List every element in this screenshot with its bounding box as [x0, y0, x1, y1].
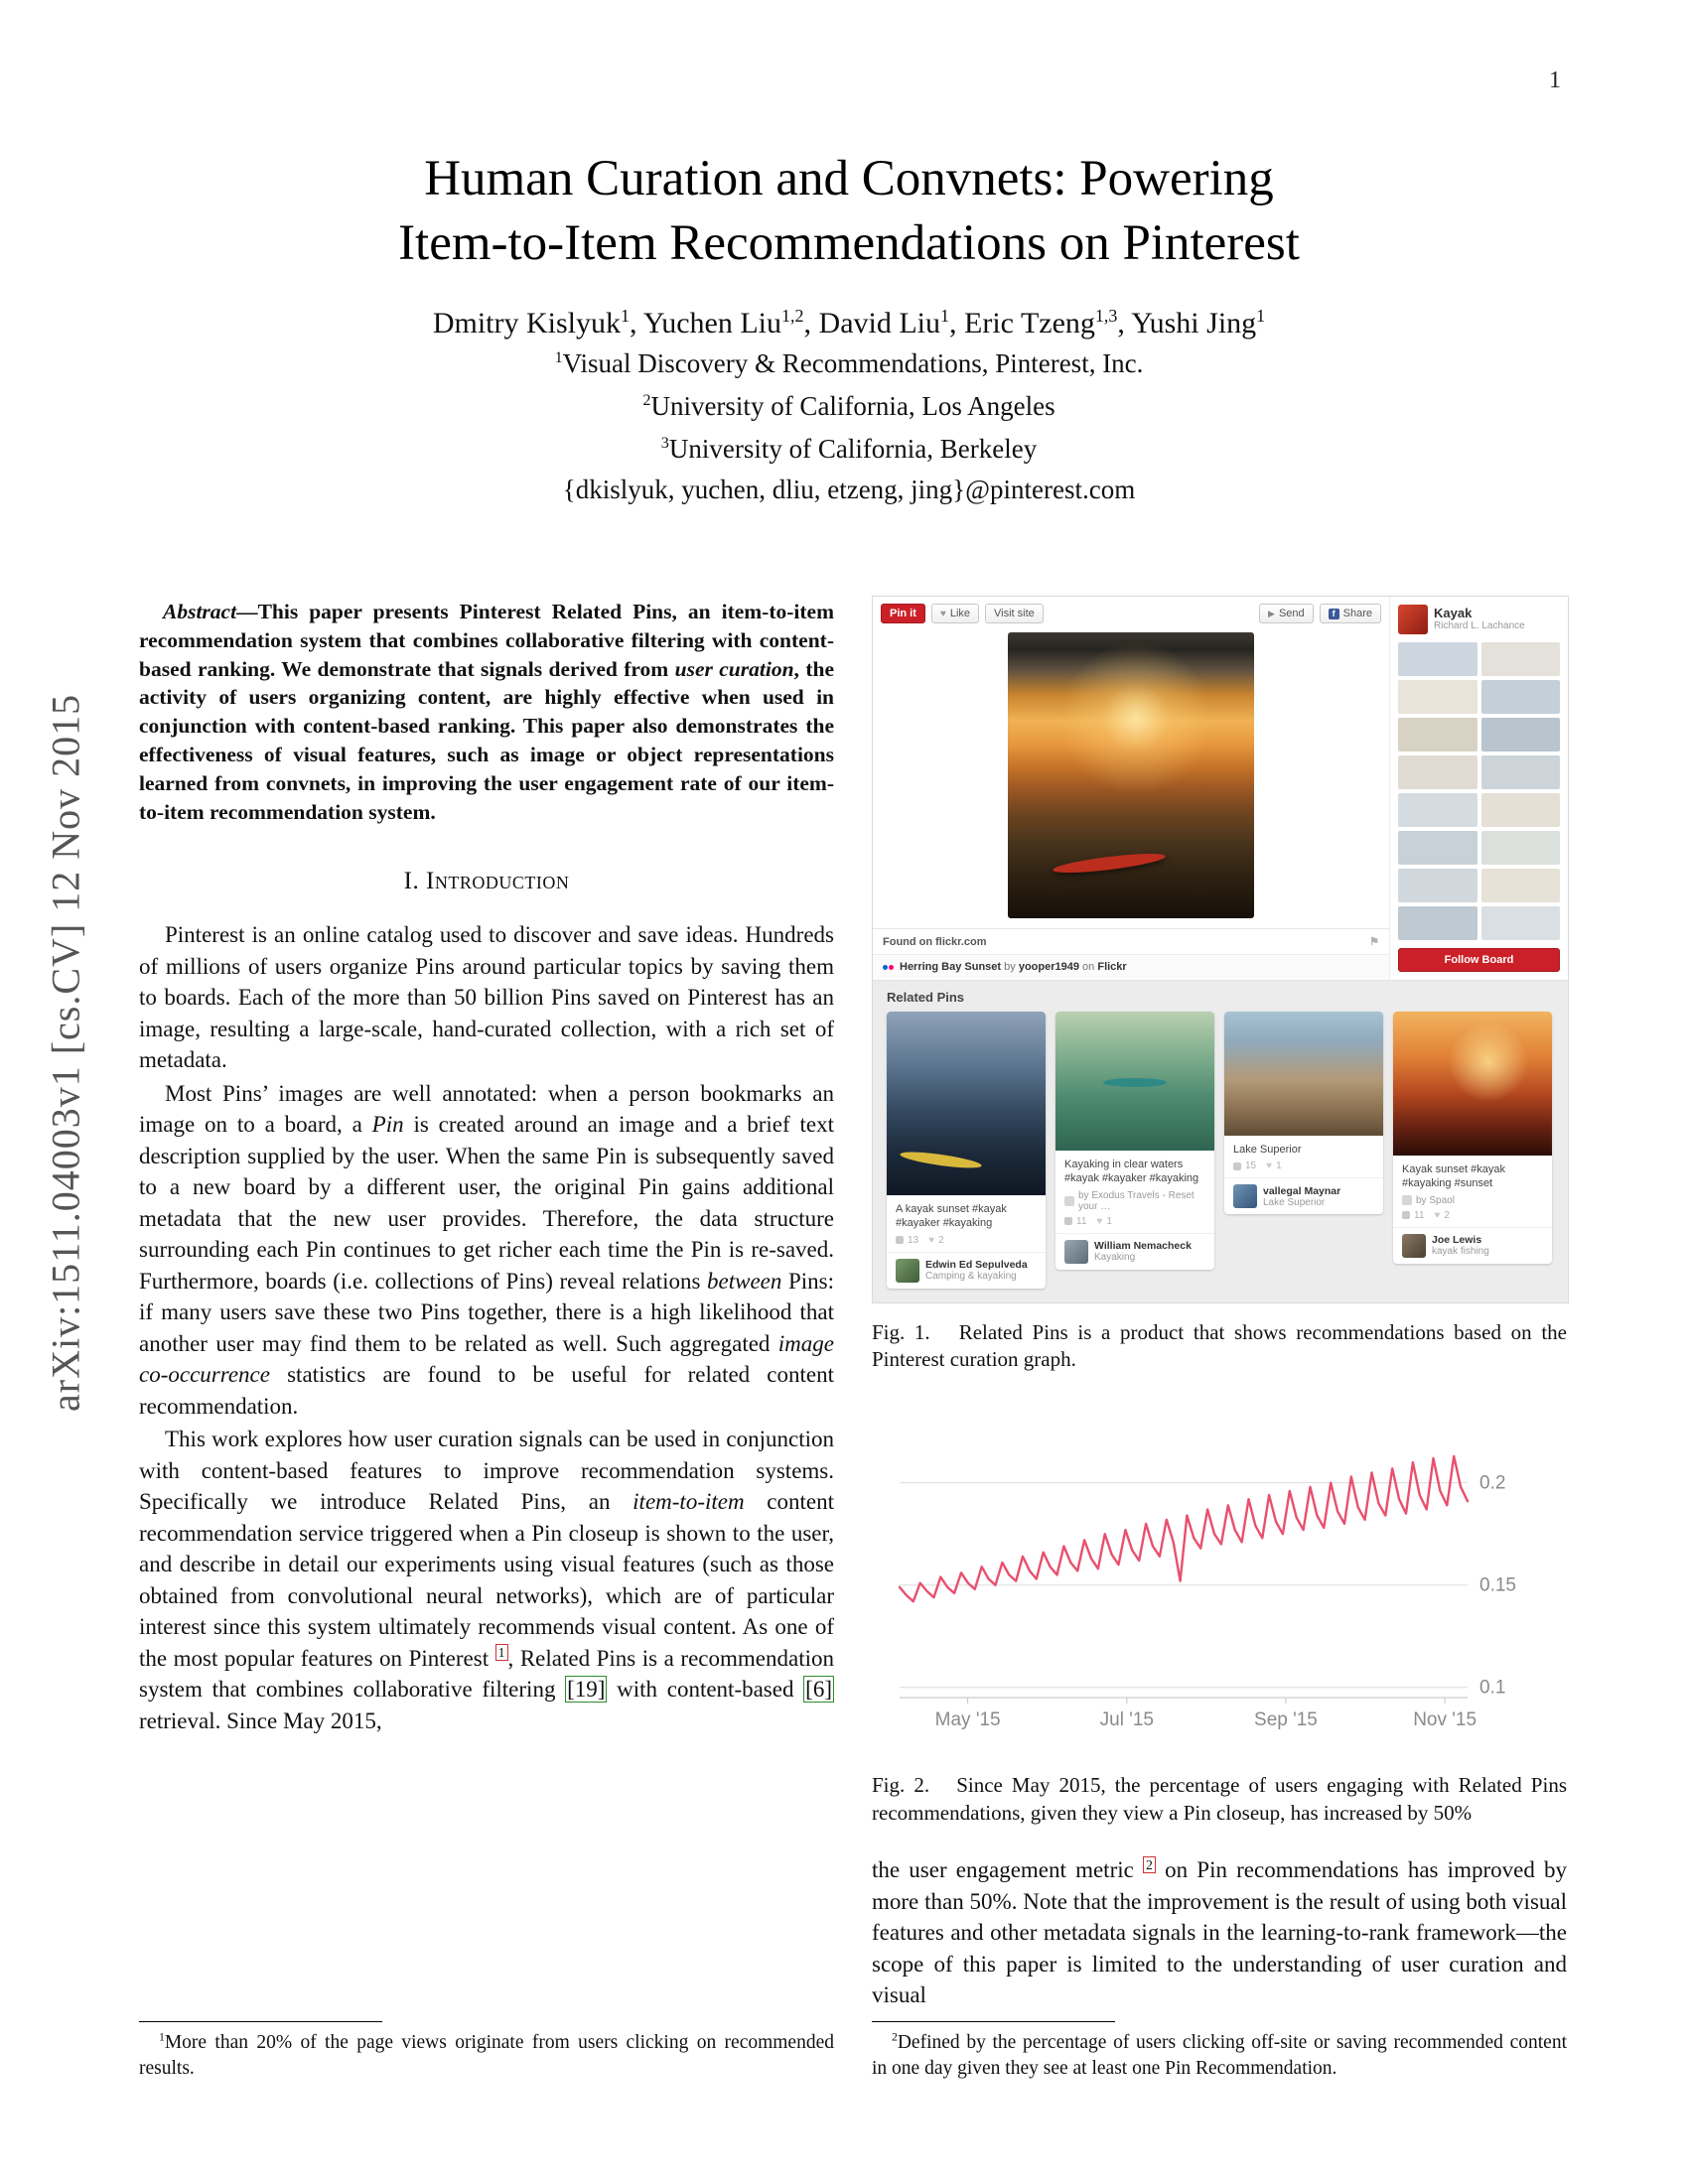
- heart-icon: ♥: [1266, 1160, 1273, 1172]
- related-pin-user-row[interactable]: [1393, 1227, 1552, 1264]
- board-thumbnail[interactable]: [1398, 718, 1477, 751]
- left-column: [139, 598, 834, 1738]
- footnote-rule: [872, 2021, 1115, 2022]
- figure1-pinterest-screenshot: [872, 596, 1569, 1303]
- right-column: [872, 596, 1567, 2013]
- board-owner: Richard L. Lachance: [1434, 620, 1525, 632]
- abstract-paragraph: Abstract—This paper presents Pinterest Related Pins, an item-to-item recommendation system that combines collaborative filtering with content-based ranking. We demonstrate that signals derived from user curation, the activity of users organizing content, are highly effective when used in conjunction with content-based ranking. This paper also demonstrates the effectiveness of visual features, such as image or object representations learned from convnets, in improving the user engagement rate of our item-to-item recommendation system.: [139, 600, 834, 824]
- heart-icon: ♥: [928, 1234, 935, 1246]
- paper-title-line1: Human Curation and Convnets: Powering: [424, 151, 1274, 206]
- board-thumbnail[interactable]: [1481, 642, 1561, 676]
- board-thumbnail[interactable]: [1481, 793, 1561, 827]
- intro-paragraph-3: This work explores how user curation signals can be used in conjunction with content-based features to improve recommendation systems. Specifically we introduce Related Pins, an item-to-item content recommendation service triggered when a Pin closeup is shown to the user, and describe in detail our experiments using visual features (such as those obtained from convolutional neural networks), which are of particular interest since this system ultimately recommends visual content. As one of the most popular features on Pinterest $^1$ , Related Pins is a recommendation system that combines collaborative filtering [19] with content-based [6] retrieval. Since May 2015,: [139, 1427, 834, 1733]
- related-pin-caption: Kayak sunset #kayak #kayaking #sunset: [1402, 1163, 1505, 1190]
- related-pins-header: Related Pins: [887, 990, 965, 1005]
- board-thumbnail[interactable]: [1398, 869, 1477, 902]
- pinit-button[interactable]: Pin it: [881, 604, 925, 623]
- related-pin-user-row[interactable]: [1055, 1233, 1214, 1270]
- heart-icon: ♥: [1096, 1215, 1103, 1227]
- user-board: Lake Superior: [1263, 1196, 1326, 1208]
- follow-board-button[interactable]: Follow Board: [1398, 948, 1560, 972]
- related-pin-image[interactable]: [1224, 1012, 1383, 1136]
- board-panel: [1389, 597, 1568, 980]
- source-icon: [1064, 1196, 1074, 1206]
- page-number: 1: [1549, 68, 1561, 93]
- related-pin-stats: 15 ♥ 1: [1224, 1160, 1383, 1177]
- facebook-icon: f: [1329, 609, 1339, 619]
- user-avatar: [896, 1259, 919, 1283]
- user-avatar: [1233, 1184, 1257, 1208]
- authors-line: Dmitry Kislyuk$^1$, Yuchen Liu$^{1,2}$, David Liu$^1$, Eric Tzeng$^{1,3}$, Yushi Jing$^1$: [432, 305, 1266, 340]
- related-pin-image[interactable]: [1393, 1012, 1552, 1156]
- board-thumbnail[interactable]: [1481, 718, 1561, 751]
- repin-icon: [896, 1236, 904, 1244]
- related-pin-image[interactable]: [1055, 1012, 1214, 1151]
- email-line: {dkislyuk, yuchen, dliu, etzeng, jing}@pinterest.com: [562, 474, 1136, 504]
- heart-icon: ♥: [939, 608, 946, 619]
- board-thumbnail[interactable]: [1481, 755, 1561, 789]
- board-thumbnail[interactable]: [1481, 906, 1561, 940]
- related-pin-card[interactable]: [1055, 1012, 1214, 1270]
- board-header[interactable]: [1398, 605, 1560, 634]
- send-icon: ▶: [1268, 608, 1275, 618]
- board-thumbnail[interactable]: [1481, 680, 1561, 714]
- visit-site-button[interactable]: Visit site: [985, 604, 1044, 623]
- board-thumbnail[interactable]: [1398, 642, 1477, 676]
- svg-text:Nov '15: Nov '15: [1413, 1709, 1477, 1731]
- figure2-caption: Fig. 2. Since May 2015, the percentage of users engaging with Related Pins recommendations, given they view a Pin closeup, has increased by 50%: [872, 1773, 1567, 1825]
- board-thumbnail[interactable]: [1481, 831, 1561, 865]
- like-button[interactable]: ♥ Like: [931, 604, 979, 623]
- closeup-toolbar: [873, 597, 1389, 630]
- related-pin-user-row[interactable]: [1224, 1177, 1383, 1214]
- related-pin-image[interactable]: [887, 1012, 1046, 1195]
- user-name: William Nemacheck: [1094, 1240, 1192, 1253]
- figure2-engagement-chart: [890, 1408, 1567, 1750]
- footnote-ref-1[interactable]: 1: [495, 1644, 508, 1661]
- footnote-ref-2[interactable]: 2: [1143, 1856, 1156, 1873]
- board-name: Kayak: [1434, 605, 1473, 620]
- user-name: Edwin Ed Sepulveda: [925, 1259, 1028, 1272]
- paper-title: [139, 147, 1559, 277]
- heart-icon: ♥: [1434, 1209, 1441, 1221]
- affiliation-1: $^1$Visual Discovery & Recommendations, Pinterest, Inc.: [554, 347, 1144, 378]
- repin-icon: [1402, 1211, 1410, 1219]
- footnote-right: $^2$Defined by the percentage of users clicking off-site or saving recommended content in one day given they see at least one Pin Recommendation.: [872, 2021, 1567, 2081]
- board-avatar: [1398, 605, 1428, 634]
- footnote-left: $^1$More than 20% of the page views originate from users clicking on recommended results.: [139, 2021, 834, 2081]
- related-pin-source: by Exodus Travels - Reset your …: [1055, 1190, 1214, 1216]
- found-on-bar: Found on flickr.com ⚑: [873, 928, 1389, 954]
- related-pin-caption: Kayaking in clear waters #kayak #kayaker #kayaking: [1064, 1159, 1199, 1185]
- related-pin-user-row[interactable]: [887, 1252, 1046, 1289]
- user-board: kayak fishing: [1432, 1246, 1489, 1258]
- board-thumbnail-grid: [1398, 642, 1560, 940]
- citation-19[interactable]: [19]: [567, 1677, 606, 1703]
- pin-closeup-card: [873, 597, 1568, 981]
- user-board: Kayaking: [1094, 1252, 1136, 1264]
- arxiv-watermark: arXiv:1511.04003v1 [cs.CV] 12 Nov 2015: [43, 693, 88, 1412]
- repin-icon: [1233, 1162, 1241, 1170]
- related-pin-source: by Spaol: [1393, 1195, 1552, 1210]
- user-name: Joe Lewis: [1432, 1234, 1482, 1247]
- board-thumbnail[interactable]: [1398, 680, 1477, 714]
- svg-text:0.2: 0.2: [1479, 1472, 1506, 1494]
- svg-text:Jul '15: Jul '15: [1099, 1709, 1154, 1731]
- board-thumbnail[interactable]: [1398, 793, 1477, 827]
- svg-text:0.15: 0.15: [1479, 1574, 1516, 1596]
- board-thumbnail[interactable]: [1398, 755, 1477, 789]
- user-avatar: [1064, 1240, 1088, 1264]
- paper-title-line2: Item-to-Item Recommendations on Pinterest: [398, 215, 1300, 272]
- svg-text:0.1: 0.1: [1479, 1677, 1506, 1699]
- affiliation-2: $^2$University of California, Los Angeles: [642, 390, 1055, 421]
- board-thumbnail[interactable]: [1398, 831, 1477, 865]
- figure1-caption: Fig. 1. Related Pins is a product that shows recommendations based on the Pinterest curation graph.: [872, 1319, 1567, 1372]
- intro-paragraph-2: Most Pins’ images are well annotated: when a person bookmarks an image on to a board, a Pin is created around an image and a brief text description supplied by the user. When the same Pin is subsequently saved to a new board by a different user, the original Pin gains additional metadata that the new user provides. Therefore, the data structure surrounding each Pin continues to get richer each time the Pin is re-saved. Furthermore, boards (i.e. collections of Pins) reveal relations between Pins: if many users save these two Pins together, there is a high likelihood that another user may find them to be related as well. Such aggregated image co-occurrence statistics are found to be useful for related content recommendation.: [139, 1080, 835, 1419]
- related-pins-grid: [873, 1012, 1568, 1302]
- title-block: [139, 147, 1559, 505]
- related-pin-card[interactable]: [887, 1012, 1046, 1289]
- user-name: vallegal Maynar: [1263, 1184, 1341, 1197]
- section-heading-introduction: I. Introduction: [403, 868, 570, 895]
- citation-6[interactable]: [6]: [805, 1677, 832, 1703]
- related-pin-stats: 13 ♥ 2: [887, 1235, 1046, 1252]
- svg-text:May '15: May '15: [934, 1709, 1001, 1731]
- board-thumbnail[interactable]: [1481, 869, 1561, 902]
- share-button[interactable]: f Share: [1320, 604, 1381, 623]
- svg-text:Sep '15: Sep '15: [1254, 1709, 1318, 1731]
- source-icon: [1402, 1195, 1412, 1205]
- send-button[interactable]: ▶ Send: [1259, 604, 1314, 623]
- attribution-row[interactable]: Herring Bay Sunset by yooper1949 on Flickr: [873, 954, 1389, 979]
- engagement-chart-svg: [890, 1408, 1545, 1745]
- related-pin-card[interactable]: [1224, 1012, 1383, 1214]
- related-pin-stats: 11 ♥ 1: [1055, 1216, 1214, 1233]
- user-board: Camping & kayaking: [925, 1271, 1017, 1283]
- related-pin-caption: Lake Superior: [1233, 1144, 1302, 1156]
- flag-icon[interactable]: ⚑: [1369, 936, 1379, 948]
- pin-closeup-image[interactable]: [1008, 632, 1254, 918]
- repin-icon: [1064, 1217, 1072, 1225]
- footnote-rule: [139, 2021, 382, 2022]
- affiliation-3: $^3$University of California, Berkeley: [660, 433, 1038, 464]
- user-avatar: [1402, 1234, 1426, 1258]
- flickr-icon: [883, 965, 894, 970]
- related-pin-caption: A kayak sunset #kayak #kayaker #kayaking: [896, 1203, 1007, 1230]
- related-pin-card[interactable]: [1393, 1012, 1552, 1264]
- related-pin-stats: 11 ♥ 2: [1393, 1210, 1552, 1227]
- intro-paragraph-1: Pinterest is an online catalog used to discover and save ideas. Hundreds of millions of users organize Pins around particular topics by saving them to boards. Each of the more than 50 billion Pins saved on Pinterest has an image, resulting a large-scale, hand-curated collection, with a rich set of metadata.: [139, 922, 834, 1073]
- right-paragraph-1: the user engagement metric $^2$ on Pin recommendations has improved by more than 50%. Note that the improvement is the result of using both visual features and other metadata signals in the learning-to-rank framework—the scope of this paper is limited to the understanding of user curation and visual: [872, 1856, 1568, 2008]
- board-thumbnail[interactable]: [1398, 906, 1477, 940]
